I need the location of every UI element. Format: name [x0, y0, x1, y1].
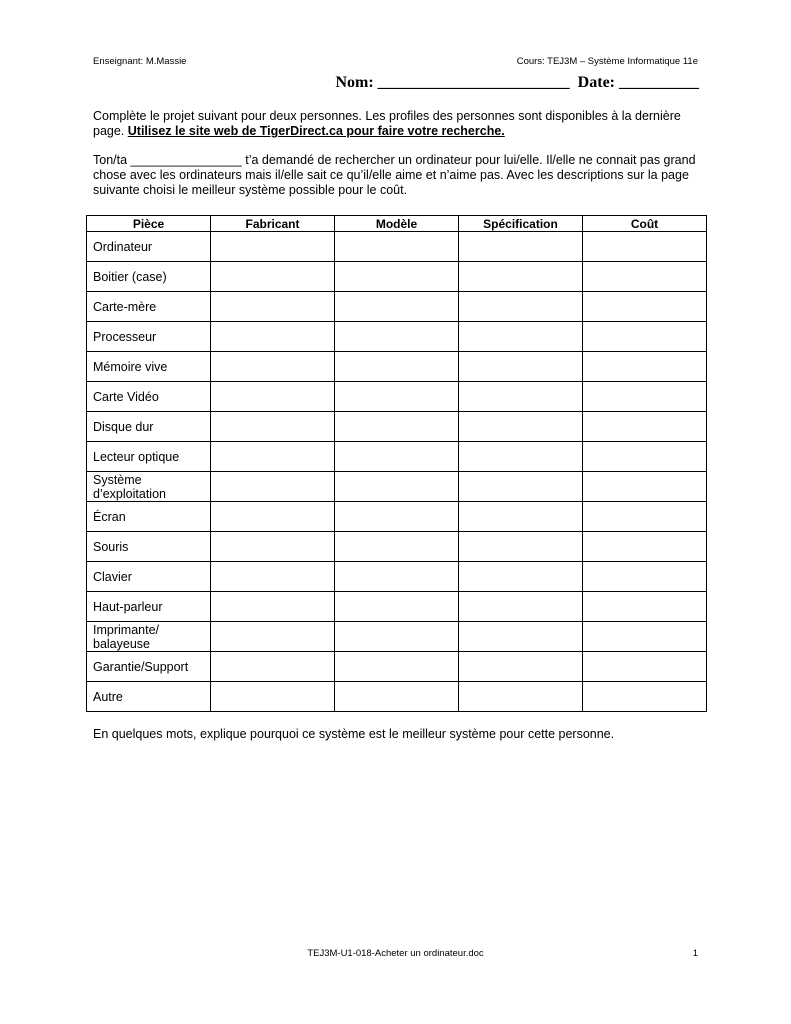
header-piece: Pièce	[87, 216, 211, 232]
specification-cell[interactable]	[459, 592, 583, 622]
table-row	[87, 472, 707, 502]
table-row	[87, 532, 707, 562]
table-row	[87, 292, 707, 322]
fabricant-cell[interactable]	[211, 322, 335, 352]
modele-cell[interactable]	[335, 382, 459, 412]
specification-cell[interactable]	[459, 232, 583, 262]
cout-cell[interactable]	[583, 652, 707, 682]
intro-text: Complète le projet suivant pour deux personnes. Les profiles des personnes sont disponibles à la dernière page.	[93, 109, 681, 138]
piece-label: Autre	[87, 682, 211, 712]
piece-label: Clavier	[87, 562, 211, 592]
specification-cell[interactable]	[459, 502, 583, 532]
header-cout: Coût	[583, 216, 707, 232]
cout-cell[interactable]	[583, 352, 707, 382]
piece-label: Imprimante/ balayeuse	[87, 622, 211, 652]
fabricant-cell[interactable]	[211, 562, 335, 592]
modele-cell[interactable]	[335, 322, 459, 352]
fabricant-cell[interactable]	[211, 502, 335, 532]
modele-cell[interactable]	[335, 562, 459, 592]
piece-label: Système d’exploitation	[87, 472, 211, 502]
table-row	[87, 502, 707, 532]
table-row	[87, 262, 707, 292]
piece-label: Lecteur optique	[87, 442, 211, 472]
header-specification: Spécification	[459, 216, 583, 232]
piece-label: Écran	[87, 502, 211, 532]
specification-cell[interactable]	[459, 472, 583, 502]
fabricant-cell[interactable]	[211, 232, 335, 262]
specification-cell[interactable]	[459, 412, 583, 442]
name-date-line: Nom: ________________________ Date: __________	[335, 74, 699, 91]
fabricant-cell[interactable]	[211, 382, 335, 412]
table-row	[87, 382, 707, 412]
modele-cell[interactable]	[335, 592, 459, 622]
cout-cell[interactable]	[583, 532, 707, 562]
table-row	[87, 592, 707, 622]
specification-cell[interactable]	[459, 382, 583, 412]
fabricant-cell[interactable]	[211, 652, 335, 682]
intro-bold-instruction: Utilisez le site web de TigerDirect.ca pour faire votre recherche.	[127, 124, 505, 138]
piece-label: Processeur	[87, 322, 211, 352]
modele-cell[interactable]	[335, 532, 459, 562]
specification-cell[interactable]	[459, 532, 583, 562]
piece-label: Souris	[87, 532, 211, 562]
specification-cell[interactable]	[459, 442, 583, 472]
fabricant-cell[interactable]	[211, 412, 335, 442]
cout-cell[interactable]	[583, 232, 707, 262]
piece-label: Ordinateur	[87, 232, 211, 262]
intro-paragraph	[93, 109, 705, 139]
piece-label: Haut-parleur	[87, 592, 211, 622]
specification-cell[interactable]	[459, 322, 583, 352]
cout-cell[interactable]	[583, 322, 707, 352]
modele-cell[interactable]	[335, 652, 459, 682]
modele-cell[interactable]	[335, 412, 459, 442]
table-body	[87, 232, 707, 712]
modele-cell[interactable]	[335, 502, 459, 532]
task-paragraph: Ton/ta ________________ t’a demandé de rechercher un ordinateur pour lui/elle. Il/elle ne connait pas grand chose avec les ordinateurs mais il/elle sait ce qu’il/elle aime et n’aime pas. Avec les descriptions sur la page suivante choisi le meilleur système possible pour le coût.	[93, 153, 696, 197]
fabricant-cell[interactable]	[211, 442, 335, 472]
table-row	[87, 562, 707, 592]
modele-cell[interactable]	[335, 682, 459, 712]
cout-cell[interactable]	[583, 292, 707, 322]
modele-cell[interactable]	[335, 622, 459, 652]
specification-cell[interactable]	[459, 262, 583, 292]
specification-cell[interactable]	[459, 652, 583, 682]
closing-question: En quelques mots, explique pourquoi ce système est le meilleur système pour cette personne.	[93, 727, 615, 741]
specification-cell[interactable]	[459, 682, 583, 712]
table-row	[87, 652, 707, 682]
cout-cell[interactable]	[583, 262, 707, 292]
table-row	[87, 322, 707, 352]
fabricant-cell[interactable]	[211, 292, 335, 322]
modele-cell[interactable]	[335, 292, 459, 322]
cout-cell[interactable]	[583, 442, 707, 472]
header-fabricant: Fabricant	[211, 216, 335, 232]
cout-cell[interactable]	[583, 472, 707, 502]
cout-cell[interactable]	[583, 682, 707, 712]
teacher-label: Enseignant: M.Massie	[93, 56, 187, 67]
piece-label: Carte-mère	[87, 292, 211, 322]
fabricant-cell[interactable]	[211, 262, 335, 292]
fabricant-cell[interactable]	[211, 472, 335, 502]
cout-cell[interactable]	[583, 562, 707, 592]
specification-cell[interactable]	[459, 622, 583, 652]
cout-cell[interactable]	[583, 502, 707, 532]
table-row	[87, 412, 707, 442]
table-row	[87, 682, 707, 712]
piece-label: Mémoire vive	[87, 352, 211, 382]
footer-filename: TEJ3M-U1-018-Acheter un ordinateur.doc	[307, 948, 484, 959]
piece-label: Boitier (case)	[87, 262, 211, 292]
page-number: 1	[692, 948, 698, 959]
fabricant-cell[interactable]	[211, 682, 335, 712]
course-label: Cours: TEJ3M – Système Informatique 11e	[516, 56, 698, 67]
cout-cell[interactable]	[583, 592, 707, 622]
table-row	[87, 232, 707, 262]
components-table	[86, 215, 707, 712]
specification-cell[interactable]	[459, 292, 583, 322]
modele-cell[interactable]	[335, 442, 459, 472]
modele-cell[interactable]	[335, 472, 459, 502]
cout-cell[interactable]	[583, 382, 707, 412]
specification-cell[interactable]	[459, 562, 583, 592]
table-row	[87, 442, 707, 472]
fabricant-cell[interactable]	[211, 592, 335, 622]
fabricant-cell[interactable]	[211, 352, 335, 382]
table-header-row	[87, 216, 707, 232]
table-row	[87, 622, 707, 652]
specification-cell[interactable]	[459, 352, 583, 382]
modele-cell[interactable]	[335, 232, 459, 262]
modele-cell[interactable]	[335, 262, 459, 292]
table-row	[87, 352, 707, 382]
fabricant-cell[interactable]	[211, 622, 335, 652]
piece-label: Garantie/Support	[87, 652, 211, 682]
modele-cell[interactable]	[335, 352, 459, 382]
piece-label: Carte Vidéo	[87, 382, 211, 412]
piece-label: Disque dur	[87, 412, 211, 442]
fabricant-cell[interactable]	[211, 532, 335, 562]
cout-cell[interactable]	[583, 412, 707, 442]
cout-cell[interactable]	[583, 622, 707, 652]
header-modele: Modèle	[335, 216, 459, 232]
